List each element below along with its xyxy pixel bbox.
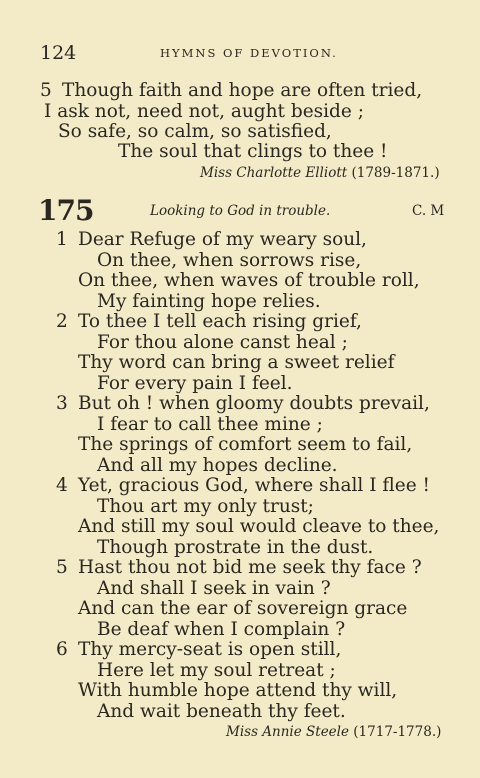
verse-line: My fainting hope relies. [97, 290, 321, 312]
author-dates: (1717-1778.) [353, 724, 442, 740]
verse-line: And wait beneath thy feet. [97, 700, 346, 722]
verse-number: 1 [56, 229, 68, 250]
verse-number: 5 [56, 557, 68, 578]
verse-line: Though prostrate in the dust. [97, 536, 374, 558]
verse-line: But oh ! when gloomy doubts prevail, [78, 393, 430, 414]
verse-number: 5 [40, 80, 52, 101]
running-title: HYMNS OF DEVOTION. [160, 46, 338, 60]
verse-number: 3 [56, 393, 68, 414]
verse-line: And still my soul would cleave to thee, [78, 516, 440, 537]
verse-line: Be deaf when I complain ? [97, 618, 346, 640]
verse-number: 4 [56, 475, 68, 496]
verse-line: The springs of comfort seem to fail, [78, 434, 413, 455]
verse-line: I fear to call thee mine ; [97, 413, 323, 435]
verse-line: For thou alone canst heal ; [97, 331, 348, 353]
author-name: Miss Annie Steele [226, 724, 349, 740]
author-attribution [200, 165, 440, 181]
hymn-number: 175 [38, 194, 94, 227]
verse-line: Yet, gracious God, where shall I flee ! [78, 475, 430, 496]
author-dates: (1789-1871.) [351, 165, 440, 181]
verse-line: Hast thou not bid me seek thy face ? [78, 557, 422, 578]
verse-number: 6 [56, 639, 68, 660]
verse-line: On thee, when waves of trouble roll, [78, 270, 420, 291]
verse-line: With humble hope attend thy will, [78, 680, 398, 701]
verse-line: On thee, when sorrows rise, [97, 249, 362, 271]
author-name: Miss Charlotte Elliott [200, 165, 348, 181]
verse-line: And shall I seek in vain ? [97, 577, 331, 599]
verse-number: 2 [56, 311, 68, 332]
verse-line: Thou art my only trust; [97, 495, 314, 517]
verse-line: Here let my soul retreat ; [97, 659, 336, 681]
verse-line: And can the ear of sovereign grace [78, 598, 408, 619]
verse-line: I ask not, need not, aught beside ; [44, 101, 364, 122]
verse-line: And all my hopes decline. [97, 454, 338, 476]
verse-line: For every pain I feel. [97, 372, 293, 394]
verse-line: Thy word can bring a sweet relief [78, 352, 395, 373]
page-number: 124 [40, 42, 77, 64]
verse-line: Though faith and hope are often tried, [62, 80, 423, 101]
verse-line: The soul that clings to thee ! [118, 141, 388, 162]
verse-line: Thy mercy-seat is open still, [78, 639, 342, 660]
author-attribution [226, 724, 441, 740]
verse-line: So safe, so calm, so satisfied, [58, 121, 332, 142]
page-header [40, 42, 440, 64]
verse-line: Dear Refuge of my weary soul, [78, 229, 367, 250]
verse-line: To thee I tell each rising grief, [78, 311, 362, 332]
hymn-title: Looking to God in trouble. [150, 203, 331, 219]
hymn-meter: C. M [412, 203, 445, 219]
